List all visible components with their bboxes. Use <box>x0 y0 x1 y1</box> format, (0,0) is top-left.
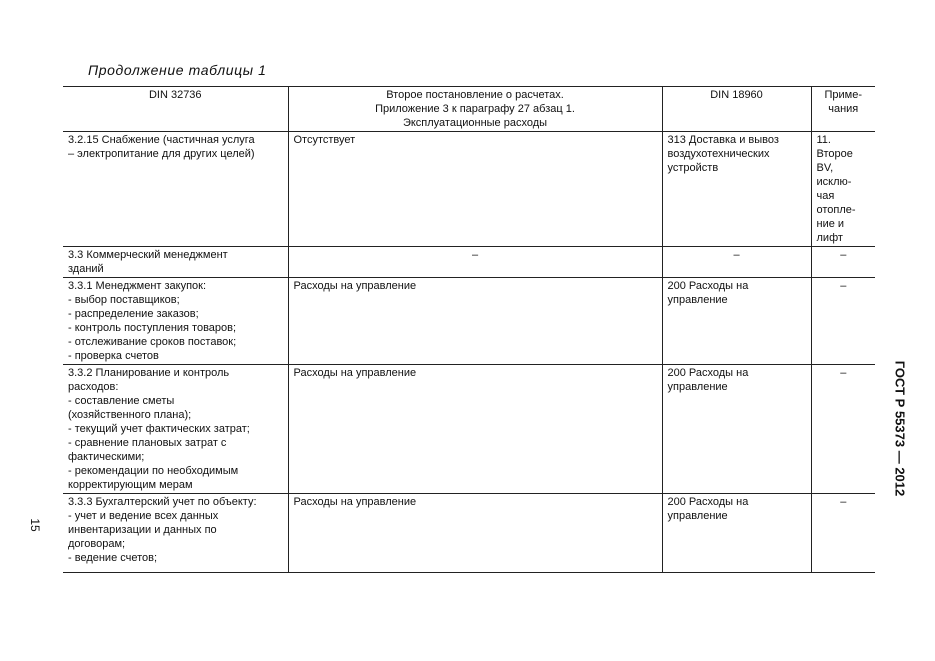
cell-line: устройств <box>667 162 719 174</box>
cell-din-32736 <box>63 247 288 278</box>
cell-line: фактическими; <box>68 451 145 463</box>
cell-line: управление <box>667 294 728 306</box>
cell-notes: – <box>811 278 875 365</box>
cell-line: лифт <box>816 232 843 244</box>
cell-notes: – <box>811 247 875 278</box>
cell-regulation: – <box>288 247 662 278</box>
cell-line: - отслеживание сроков поставок; <box>68 336 237 348</box>
cell-line: Второе <box>816 148 853 160</box>
cell-line: воздухотехнических <box>667 148 770 160</box>
cell-line: - проверка счетов <box>68 350 159 362</box>
cell-regulation: Расходы на управление <box>288 494 662 573</box>
cell-line: - распределение заказов; <box>68 308 199 320</box>
cell-line: зданий <box>68 263 104 275</box>
header-line: Второе постановление о расчетах. <box>386 89 564 101</box>
cell-line: 3.3.2 Планирование и контроль <box>68 367 230 379</box>
cell-line: (хозяйственного плана); <box>68 409 192 421</box>
cell-notes <box>811 132 875 247</box>
cell-line: исклю- <box>816 176 852 188</box>
cell-din-18960 <box>662 278 811 365</box>
cell-line: расходов: <box>68 381 119 393</box>
cell-din-18960 <box>662 365 811 494</box>
cell-line: 11. <box>816 134 831 146</box>
table-row <box>63 365 875 494</box>
document-standard-title: ГОСТ Р 55373 — 2012 <box>892 360 908 497</box>
cell-line: 3.3.3 Бухгалтерский учет по объекту: <box>68 496 257 508</box>
cell-line: 200 Расходы на <box>667 280 749 292</box>
header-din-32736: DIN 32736 <box>63 87 288 132</box>
cell-line: – электропитание для других целей) <box>68 148 255 160</box>
cell-regulation: Расходы на управление <box>288 278 662 365</box>
cell-line: чая <box>816 190 835 202</box>
data-table <box>63 86 875 573</box>
table-row <box>63 247 875 278</box>
cell-din-18960: – <box>662 247 811 278</box>
cell-din-18960 <box>662 494 811 573</box>
cell-line: - текущий учет фактических затрат; <box>68 423 250 435</box>
cell-din-32736 <box>63 278 288 365</box>
cell-line: 313 Доставка и вывоз <box>667 134 779 146</box>
table-header-row <box>63 87 875 132</box>
cell-line: корректирующим мерам <box>68 479 193 491</box>
cell-line: - контроль поступления товаров; <box>68 322 237 334</box>
table-row <box>63 494 875 573</box>
cell-line: - выбор поставщиков; <box>68 294 180 306</box>
cell-line: - рекомендации по необходимым <box>68 465 239 477</box>
cell-line: - составление сметы <box>68 395 175 407</box>
header-line: Приложение 3 к параграфу 27 абзац 1. <box>375 103 575 115</box>
header-second-regulation <box>288 87 662 132</box>
cell-regulation: Отсутствует <box>288 132 662 247</box>
cell-line: BV, <box>816 162 834 174</box>
cell-line: 200 Расходы на <box>667 496 749 508</box>
cell-line: 3.3 Коммерческий менеджмент <box>68 249 228 261</box>
header-line: Приме- <box>824 89 862 101</box>
cell-line: управление <box>667 510 728 522</box>
header-notes <box>811 87 875 132</box>
cell-line: 200 Расходы на <box>667 367 749 379</box>
cell-din-18960 <box>662 132 811 247</box>
cell-line: 3.2.15 Снабжение (частичная услуга <box>68 134 255 146</box>
header-line: чания <box>828 103 859 115</box>
table-row <box>63 132 875 247</box>
page-number: 15 <box>28 518 42 532</box>
cell-line: инвентаризации и данных по <box>68 524 217 536</box>
cell-regulation: Расходы на управление <box>288 365 662 494</box>
cell-line: отопле- <box>816 204 856 216</box>
cell-line: управление <box>667 381 728 393</box>
table-row <box>63 278 875 365</box>
table-caption: Продолжение таблицы 1 <box>88 62 267 78</box>
cell-line: договорам; <box>68 538 126 550</box>
cell-notes: – <box>811 494 875 573</box>
cell-line: - ведение счетов; <box>68 552 158 564</box>
cell-line: ние и <box>816 218 845 230</box>
cell-din-32736 <box>63 132 288 247</box>
header-din-18960: DIN 18960 <box>662 87 811 132</box>
cell-line: - учет и ведение всех данных <box>68 510 219 522</box>
header-line: Эксплуатационные расходы <box>402 117 548 129</box>
cell-line: 3.3.1 Менеджмент закупок: <box>68 280 207 292</box>
cell-line: - сравнение плановых затрат с <box>68 437 227 449</box>
cell-notes: – <box>811 365 875 494</box>
cell-din-32736 <box>63 494 288 573</box>
cell-din-32736 <box>63 365 288 494</box>
